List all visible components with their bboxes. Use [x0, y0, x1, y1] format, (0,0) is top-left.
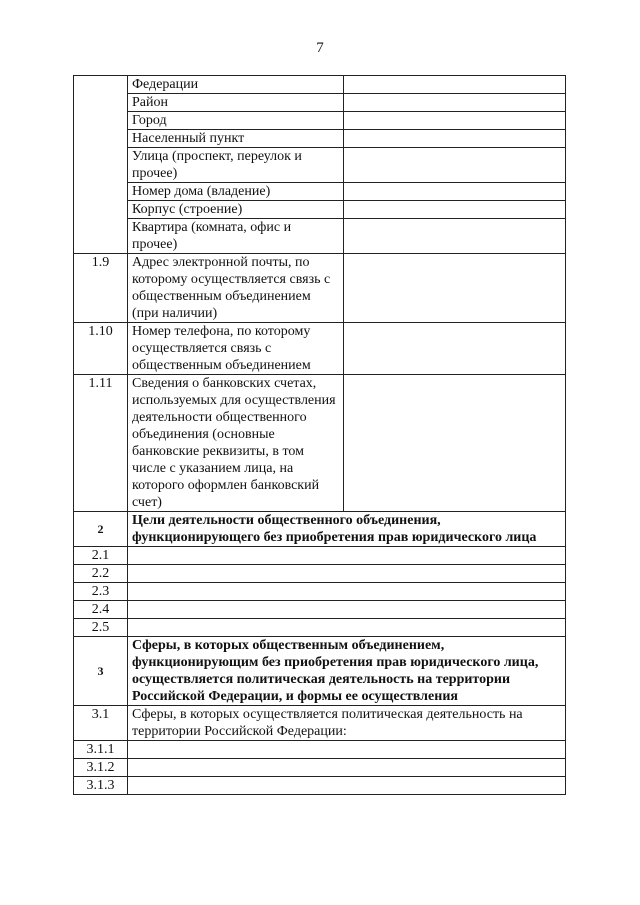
table-row [74, 583, 566, 601]
row-number-cell: 2.4 [74, 601, 128, 619]
field-label: Квартира (комната, офис и прочее) [128, 219, 344, 254]
table-row [74, 706, 566, 741]
row-number-cell: 3.1.3 [74, 777, 128, 795]
section-number-cell: 2 [74, 512, 128, 547]
row-number-cell: 2.1 [74, 547, 128, 565]
field-value-cell [344, 254, 566, 323]
table-row [74, 254, 566, 323]
field-value-cell [128, 565, 566, 583]
field-label: Населенный пункт [128, 130, 344, 148]
section-number-cell: 3 [74, 637, 128, 706]
field-label: Район [128, 94, 344, 112]
section-title: Цели деятельности общественного объединения, функционирующего без приобретения прав юридического лица [128, 512, 566, 547]
section-header-row [74, 637, 566, 706]
field-value-cell [128, 759, 566, 777]
field-label: Сферы, в которых осуществляется политическая деятельность на территории Российской Федерации: [128, 706, 566, 741]
row-number-cell: 3.1 [74, 706, 128, 741]
table-row [74, 76, 566, 94]
table-row [74, 601, 566, 619]
table-row [74, 112, 566, 130]
table-row [74, 777, 566, 795]
row-number-cell: 3.1.2 [74, 759, 128, 777]
row-number-cell: 2.5 [74, 619, 128, 637]
field-value-cell [344, 219, 566, 254]
section-title: Сферы, в которых общественным объединением, функционирующим без приобретения прав юридического лица, осуществляется политическая деятельность на территории Российской Федерации, и формы ее осуществления [128, 637, 566, 706]
row-number-cell: 1.10 [74, 323, 128, 375]
table-row [74, 619, 566, 637]
table-row [74, 741, 566, 759]
field-label: Номер телефона, по которому осуществляется связь с общественным объединением [128, 323, 344, 375]
field-value-cell [344, 323, 566, 375]
row-number-cell: 2.3 [74, 583, 128, 601]
field-label: Город [128, 112, 344, 130]
field-value-cell [128, 741, 566, 759]
field-value-cell [344, 94, 566, 112]
field-label: Корпус (строение) [128, 201, 344, 219]
field-value-cell [128, 619, 566, 637]
table-row [74, 201, 566, 219]
field-label: Адрес электронной почты, по которому осуществляется связь с общественным объединением (при наличии) [128, 254, 344, 323]
field-value-cell [344, 76, 566, 94]
table-row [74, 183, 566, 201]
section-header-row [74, 512, 566, 547]
table-row [74, 323, 566, 375]
field-value-cell [128, 601, 566, 619]
field-value-cell [344, 201, 566, 219]
field-value-cell [128, 547, 566, 565]
row-number-cell: 1.9 [74, 254, 128, 323]
table-row [74, 375, 566, 512]
field-value-cell [128, 583, 566, 601]
field-value-cell [128, 777, 566, 795]
table-row [74, 759, 566, 777]
table-row [74, 94, 566, 112]
field-value-cell [344, 112, 566, 130]
table-row [74, 565, 566, 583]
page-number: 7 [316, 40, 324, 56]
row-number-cell: 1.11 [74, 375, 128, 512]
table-row [74, 219, 566, 254]
field-value-cell [344, 375, 566, 512]
field-label: Федерации [128, 76, 344, 94]
table-row [74, 547, 566, 565]
form-table [73, 75, 566, 795]
row-number-cell: 2.2 [74, 565, 128, 583]
table-row [74, 130, 566, 148]
field-label: Номер дома (владение) [128, 183, 344, 201]
field-label: Сведения о банковских счетах, используемых для осуществления деятельности общественного объединения (основные банковские реквизиты, в том числе с указанием лица, на которого оформлен банковский счет) [128, 375, 344, 512]
field-label: Улица (проспект, переулок и прочее) [128, 148, 344, 183]
table-row [74, 148, 566, 183]
row-number-cell [74, 76, 128, 254]
row-number-cell: 3.1.1 [74, 741, 128, 759]
field-value-cell [344, 148, 566, 183]
field-value-cell [344, 183, 566, 201]
field-value-cell [344, 130, 566, 148]
